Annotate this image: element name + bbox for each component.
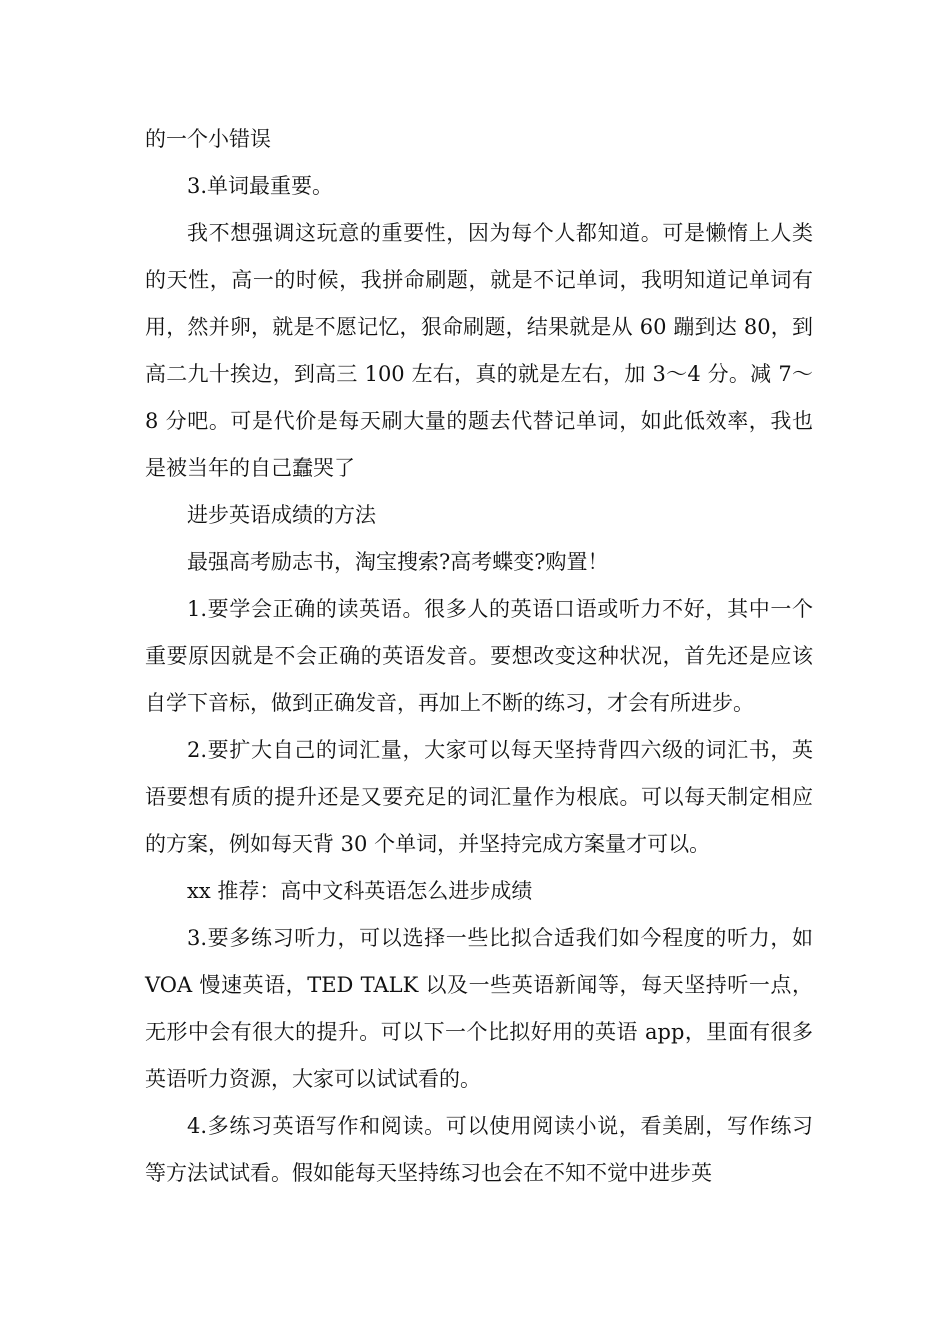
paragraph-heading-3: 3.单词最重要。 <box>187 174 334 198</box>
paragraph-book-ad: 最强高考励志书，淘宝搜索?高考蝶变?购置！ <box>187 550 609 574</box>
document-body <box>145 116 820 1197</box>
paragraph-tip-2: 2.要扩大自己的词汇量，大家可以每天坚持背四六级的词汇书，英语要想有质的提升还是又要充足的词汇量作为根底。可以每天制定相应的方案，例如每天背 30 个单词，并坚持完成方案量才可以。 <box>145 738 813 856</box>
paragraph-recommendation: xx 推荐：高中文科英语怎么进步成绩 <box>187 879 533 903</box>
paragraph-tip-4: 4.多练习英语写作和阅读。可以使用阅读小说，看美剧，写作练习等方法试试看。假如能每天坚持练习也会在不知不觉中进步英 <box>145 1114 813 1185</box>
paragraph-tip-1: 1.要学会正确的读英语。很多人的英语口语或听力不好，其中一个重要原因就是不会正确的英语发音。要想改变这种状况，首先还是应该自学下音标，做到正确发音，再加上不断的练习，才会有所进步。 <box>145 597 813 715</box>
paragraph-continuation: 的一个小错误 <box>145 127 271 151</box>
paragraph-vocabulary-story: 我不想强调这玩意的重要性，因为每个人都知道。可是懒惰上人类的天性，高一的时候，我拼命刷题，就是不记单词，我明知道记单词有用，然并卵，就是不愿记忆，狠命刷题，结果就是从 60 蹦到达 80，到高二九十挨边，到高三 100 左右，真的就是左右，加 3～4 分。减 7～8 分吧。可是代价是每天刷大量的题去代替记单词，如此低效率，我也是被当年的自己蠢哭了 <box>145 221 813 480</box>
paragraph-section-title: 进步英语成绩的方法 <box>187 503 376 527</box>
paragraph-tip-3: 3.要多练习听力，可以选择一些比拟合适我们如今程度的听力，如 VOA 慢速英语，TED TALK 以及一些英语新闻等，每天坚持听一点，无形中会有很大的提升。可以下一个比拟好用的英语 app，里面有很多英语听力资源，大家可以试试看的。 <box>145 926 820 1091</box>
